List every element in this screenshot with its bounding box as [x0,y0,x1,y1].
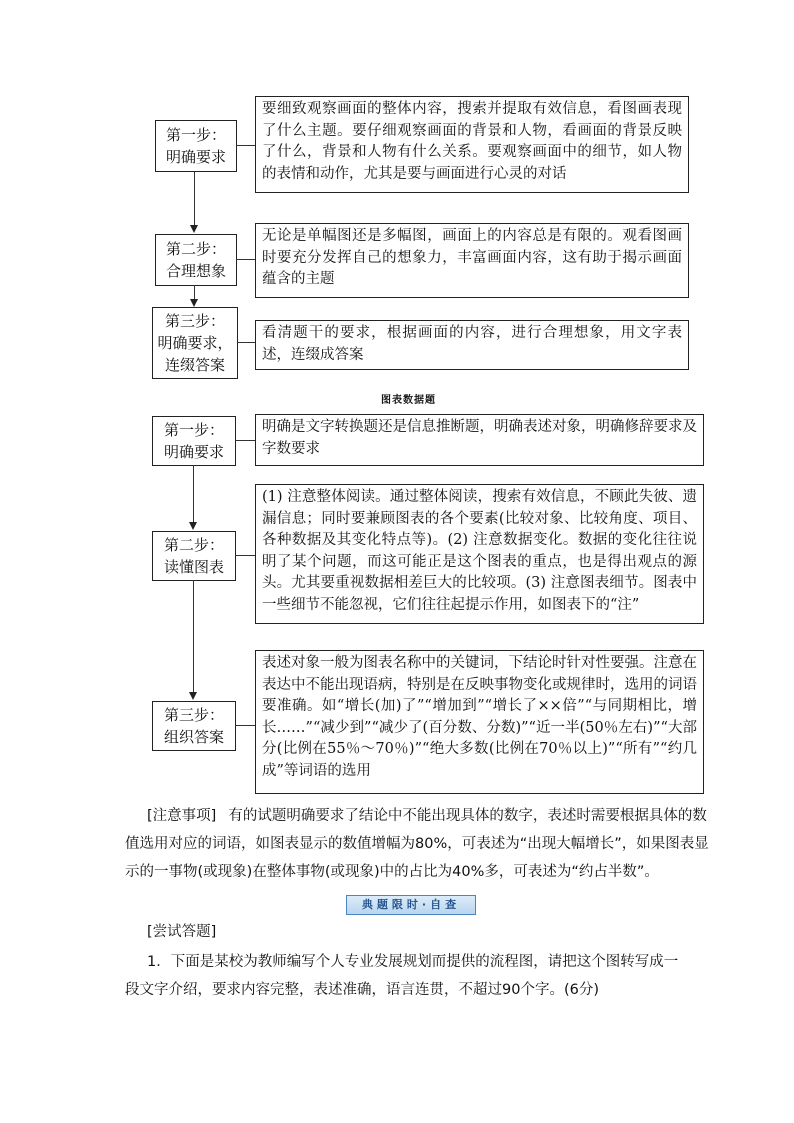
flow1-step3-line2: 明确要求， [157,334,233,352]
flow2-step3-line2: 组织答案 [163,728,224,746]
section-title: 图表数据题 [381,395,436,406]
flow1-step3-line3: 连缀答案 [164,356,225,374]
flow2-step2-connector [235,555,255,556]
flow1-step1-desc: 要细致观察画面的整体内容，搜索并提取有效信息，看图画表现了什么主题。要仔细观察画面的背景和人物，看画面的背景反映了什么，背景和人物有什么关系。要观察画面中的细节，如人物的表情和动作，尤其是要与画面进行心灵的对话 [255,96,689,193]
flow1-step1-line1: 第一步： [165,126,226,144]
flow2-arrow1-head [189,522,197,530]
flow1-step2-desc: 无论是单幅图还是多幅图，画面上的内容总是有限的。观看图画时要充分发挥自己的想象力，丰富画面内容，这有助于揭示画面蕴含的主题 [255,223,689,298]
note-text: 有的试题明确要求了结论中不能出现具体的数字，表述时需要根据具体的数值选用对应的词语，如图表显示的数值增幅为80%，可表述为“出现大幅增长”，如果图表显示的一事物(或现象)在整体事物(或现象)中的占比为40%多，可表述为“约占半数”。 [125,808,709,880]
flow1-step3-line1: 第三步： [164,312,225,330]
flow2-step1-box [152,416,236,466]
flow2-step2-box [152,531,236,581]
flow2-step3-box [152,701,236,751]
flow1-step2-connector [236,259,255,260]
flow1-step1-connector [236,145,255,146]
flow2-step3-desc: 表述对象一般为图表名称中的关键词，下结论时针对性要强。注意在表达中不能出现语病，特别是在反映事物变化或规律时，选用的词语要准确。如“增长(加)了”“增加到”“增长了××倍”“与同期相比，增长……”“减少到”“减少了(百分数、分数)”“近一半(50％左右)”“大部分(比例在55％～70％)”“绝大多数(比例在70％以上)”“所有”“约几成”等词语的选用 [255,650,704,794]
flow1-step3-connector [237,342,255,343]
flow1-step1-box [155,120,237,172]
flow1-step3-box [152,307,238,379]
flow2-step2-line1: 第二步： [163,536,224,554]
flow2-arrow1-line [193,465,194,523]
flow1-arrow2-head [190,299,198,307]
flow1-step3-desc: 看清题干的要求，根据画面的内容，进行合理想象，用文字表述，连缀成答案 [255,320,689,370]
flow1-step2-line1: 第二步： [165,240,226,258]
flow1-arrow2-line [194,285,195,300]
flow2-step1-line1: 第一步： [163,421,224,439]
flow2-step3-connector [235,725,255,726]
flow1-step1-line2: 明确要求 [165,148,226,166]
question-1: 1．下面是某校为教师编写个人专业发展规划而提供的流程图，请把这个图转写成一段文字介绍，要求内容完整，表述准确，语言连贯，不超过90个字。(6分) [125,954,679,998]
flow1-step2-line2: 合理想象 [165,262,226,280]
flow2-step1-connector [235,440,255,441]
section-banner: 典题限时·自查 [346,895,476,915]
flow2-step2-line2: 读懂图表 [163,558,224,576]
flow2-arrow2-line [193,580,194,693]
flow1-arrow1-head [190,225,198,233]
note-paragraph [125,802,710,886]
flow2-step1-desc: 明确是文字转换题还是信息推断题，明确表述对象，明确修辞要求及字数要求 [255,414,704,466]
flow2-arrow2-head [189,692,197,700]
flow1-step2-box [155,234,237,286]
flow2-step3-line1: 第三步： [163,706,224,724]
flow2-step2-desc: (1) 注意整体阅读。通过整体阅读，搜索有效信息，不顾此失彼、遗漏信息；同时要兼顾图表的各个要素(比较对象、比较角度、项目、各种数据及其变化特点等)。(2) 注意数据变化。数据的变化往往说明了某个问题，而这可能正是这个图表的重点，也是得出观点的源头。尤其要重视数据相差巨大的比较项。(3) 注意图表细节。图表中一些细节不能忽视，它们往往起提示作用，如图表下的“注” [255,484,704,624]
flow2-step1-line2: 明确要求 [163,443,224,461]
practice-label: [尝试答题] [147,924,217,940]
flow1-arrow1-line [194,171,195,226]
note-label: [注意事项] [147,808,217,824]
